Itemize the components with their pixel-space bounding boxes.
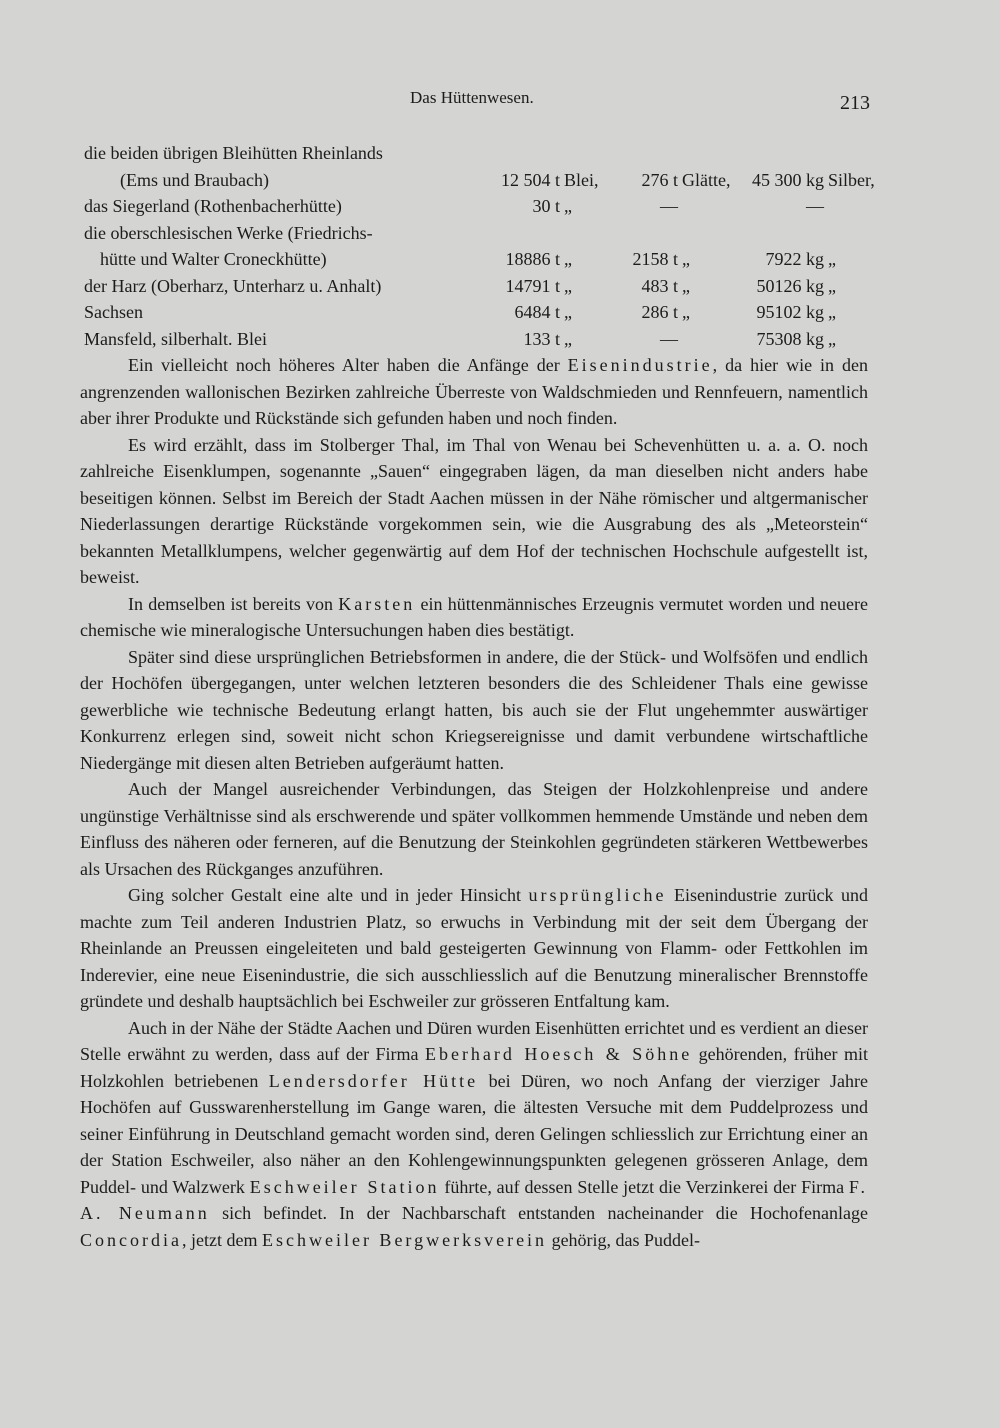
lead-amount: 18886 t [505,249,560,269]
table-row [84,167,884,194]
spaced-term: Eisenindustrie [567,355,713,375]
spaced-term: Eberhard Hoesch & Söhne [424,1044,693,1064]
row-label: die oberschlesischen Werke (Friedrichs- [84,222,373,243]
silver-unit: „ [828,328,836,349]
lead-unit: „ [564,196,572,216]
paragraph: Später sind diese ursprünglichen Betriebsformen in andere, die der Stück- und Wolfsöfen und endlich der Hochöfen übergegangen, unter welchen letzteren besonders die des Schleidener Thals eine gewisse gewerbliche wie technische Bedeutung erlangt hatten, bis auch sie der Flut ungehemmter auswärtiger Konkurrenz erlegen sind, soweit nicht schon Kriegsereignisse und damit verbundene wirtschaftliche Niedergänge mit diesen alten Betrieben aufgeräumt hatten. [80,646,868,773]
lead-amount: 14791 t [505,275,560,296]
glaette-unit: „ [682,249,690,269]
spaced-term: Eschweiler Bergwerksverein [261,1229,548,1250]
silver-unit: Silber, [828,169,875,190]
production-table [84,140,884,352]
paragraph: In demselben ist bereits von Karsten ein hüttenmännisches Erzeugnis vermutet worden und neuere chemische wie mineralogische Untersuchungen haben dies bestätigt. [80,593,868,640]
spaced-term: ursprüngliche [528,885,667,905]
body-text [80,352,868,1253]
spaced-term: Lendersdorfer Hütte [268,1070,479,1091]
spaced-term: F. A. Neumann [80,1176,868,1223]
running-header: Das Hüttenwesen. [410,88,534,107]
table-row [84,299,884,326]
row-label: das Siegerland (Rothenbacherhütte) [84,196,342,216]
silver-amount: 45 300 kg [752,169,824,190]
glaette-unit: „ [682,275,690,296]
glaette-unit: „ [682,302,690,322]
page-number: 213 [840,92,870,114]
table-row [84,193,884,220]
glaette-amount: 276 t [641,169,678,190]
row-label: der Harz (Oberharz, Unterharz u. Anhalt) [84,275,382,296]
silver-unit: „ [828,249,836,269]
lead-amount: 6484 t [514,302,560,322]
lead-unit: Blei, [564,169,599,190]
spaced-term: Eschweiler Station [249,1176,440,1197]
spaced-term: Concordia [80,1229,182,1250]
row-label: hütte und Walter Croneckhütte) [100,249,327,269]
glaette-amount: 286 t [641,302,678,322]
paragraph: Ein vielleicht noch höheres Alter haben die Anfänge der Eisenindustrie, da hier wie in den angrenzenden wallonischen Bezirken zahlreiche Überreste von Waldschmieden und Rennfeuern, namentlich aber ihrer Produkte und Rückstände sich gefunden haben und noch finden. [80,355,869,428]
glaette-unit: Glätte, [682,169,731,190]
paragraph: Ging solcher Gestalt eine alte und in jeder Hinsicht ursprüngliche Eisenindustrie zurück und machte zum Teil anderen Industrien Platz, so erwuchs in Verbindung mit der seit dem Übergang der Rheinlande an Preussen eingeleiteten und bald gesteigerten Gewinnung von Flamm- oder Fettkohlen im Inderevier, eine neue Eisenindustrie, die sich ausschliesslich auf die Benutzung mineralischer Brennstoffe gründete und deshalb hauptsächlich bei Eschweiler zur grösseren Entfaltung kam. [80,885,868,1011]
silver-amount: — [806,196,824,216]
row-label: die beiden übrigen Bleihütten Rheinlands [84,143,383,163]
lead-unit: „ [564,275,572,296]
glaette-amount: — [660,196,678,216]
lead-unit: „ [564,302,572,322]
lead-amount: 133 t [523,328,560,349]
lead-amount: 12 504 t [500,169,560,190]
lead-unit: „ [564,328,572,349]
silver-amount: 50126 kg [756,275,824,296]
table-row [84,220,884,247]
spaced-term: Karsten [338,593,416,614]
lead-amount: 30 t [532,196,560,216]
table-row [84,140,884,167]
row-label: Sachsen [84,302,143,322]
paragraph: Es wird erzählt, dass im Stolberger Thal, im Thal von Wenau bei Schevenhütten u. a. a. O. noch zahlreiche Eisenklumpen, sogenannte „Sauen“ eingegraben lägen, da man dieselben nicht anders habe beseitigen können. Selbst im Bereich der Stadt Aachen müssen in der Nähe römischer und altgermanischer Niederlassungen derartige Rückstände vorgekommen sein, wie die Ausgrabung des als „Meteorstein“ bekannten Metallklumpens, welcher gegenwärtig auf dem Hof der technischen Hochschule aufgestellt ist, beweist. [80,434,868,587]
row-label: Mansfeld, silberhalt. Blei [84,328,267,349]
lead-unit: „ [564,249,572,269]
silver-amount: 75308 kg [756,328,824,349]
silver-unit: „ [828,275,836,296]
silver-amount: 95102 kg [756,302,824,322]
table-row [84,273,884,300]
row-label: (Ems und Braubach) [120,169,269,190]
table-row [84,326,884,353]
silver-unit: „ [828,302,836,322]
glaette-amount: — [660,328,678,349]
glaette-amount: 483 t [641,275,678,296]
paragraph: Auch der Mangel ausreichender Verbindungen, das Steigen der Holzkohlenpreise und andere ungünstige Verhältnisse sind als erschwerende und später vollkommen hemmende Umstände und neben dem Einfluss des näheren oder ferneren, auf die Benutzung der Steinkohlen gegründeten stärkeren Wettbewerbes als Ursachen des Rückganges anzuführen. [80,779,868,879]
paragraph: Auch in der Nähe der Städte Aachen und Düren wurden Eisenhütten errichtet und es verdient an dieser Stelle erwähnt zu werden, dass auf der Firma Eberhard Hoesch & Söhne gehörenden, früher mit Holzkohlen betriebenen Lendersdorfer Hütte bei Düren, wo noch Anfang der vierziger Jahre Hochöfen auf Gusswarenherstellung im Gange waren, die ältesten Versuche mit dem Puddelprozess und seiner Einführung in Deutschland gemacht worden sind, deren Gelingen schliesslich zur Errichtung einer an der Station Eschweiler, also näher an den Kohlengewinnungspunkten gelegenen grösseren Anlage, dem Puddel- und Walzwerk Eschweiler Station führte, auf dessen Stelle jetzt die Verzinkerei der Firma F. A. Neumann sich befindet. In der Nachbarschaft entstanden nacheinander die Hochofenanlage Concordia, jetzt dem Eschweiler Bergwerksverein gehörig, das Puddel- [80,1017,869,1250]
table-row [84,246,884,273]
silver-amount: 7922 kg [765,249,824,269]
glaette-amount: 2158 t [632,249,678,269]
